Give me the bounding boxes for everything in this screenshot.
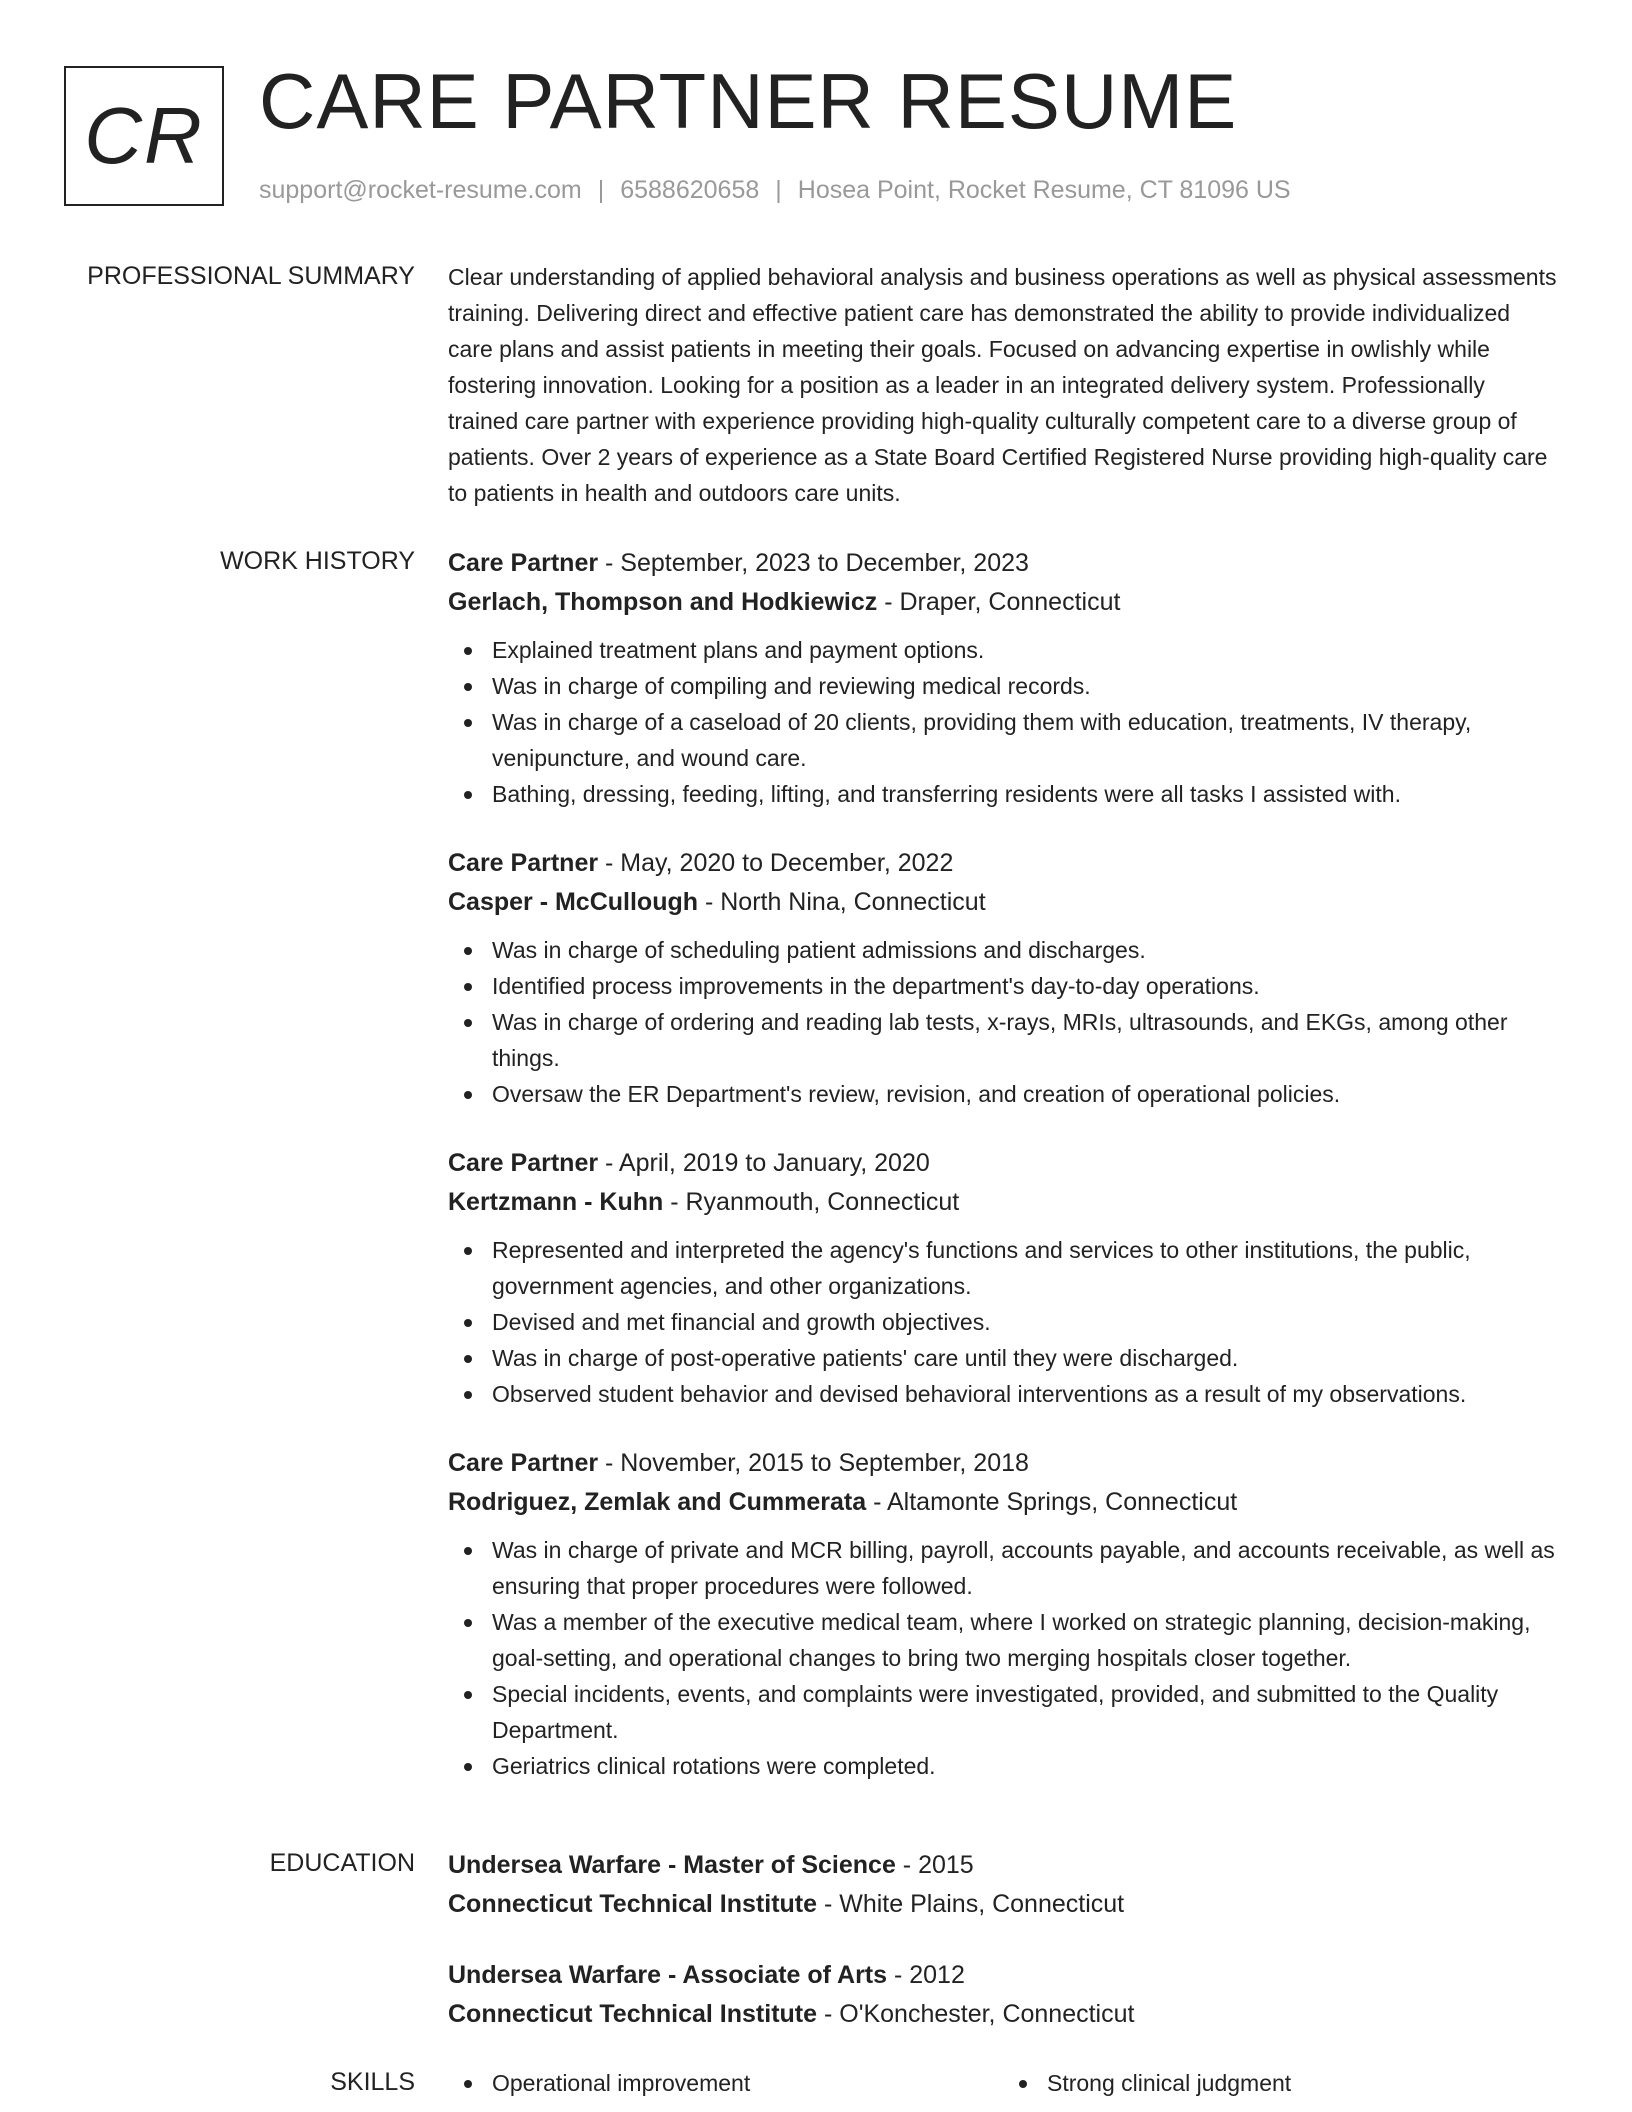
job-employer: Rodriguez, Zemlak and Cummerata xyxy=(448,1488,867,1516)
list-item: Identified process improvements in the department's day-to-day operations. xyxy=(492,968,1558,1004)
school-location: - O'Konchester, Connecticut xyxy=(817,2000,1135,2028)
job-title: Care Partner xyxy=(448,849,599,877)
contact-separator: | xyxy=(597,176,605,204)
job-location: - Draper, Connecticut xyxy=(877,588,1121,616)
skills-grid xyxy=(448,2065,1558,2101)
list-item: Was in charge of ordering and reading lab tests, x-rays, MRIs, ultrasounds, and EKGs, among other things. xyxy=(492,1004,1558,1076)
degree-year: - 2012 xyxy=(887,1961,965,1989)
job-duties xyxy=(448,1232,1558,1412)
degree-line xyxy=(448,1846,1558,1885)
school: Connecticut Technical Institute xyxy=(448,2000,818,2028)
job-duties xyxy=(448,632,1558,812)
job-employer-line xyxy=(448,1483,1558,1522)
education-body xyxy=(448,1846,1558,2034)
list-item: Strong clinical judgment xyxy=(1047,2065,1558,2101)
monogram-logo: CR xyxy=(64,66,224,206)
job-title-line xyxy=(448,1144,1558,1183)
job-title-line xyxy=(448,844,1558,883)
job-employer-line xyxy=(448,1183,1558,1222)
list-item: Explained treatment plans and payment options. xyxy=(492,632,1558,668)
contact-phone: 6588620658 xyxy=(620,176,760,204)
work-history-heading: WORK HISTORY xyxy=(220,547,415,575)
job-employer-line xyxy=(448,583,1558,622)
list-item: Bathing, dressing, feeding, lifting, and transferring residents were all tasks I assisted with. xyxy=(492,776,1558,812)
education-entry xyxy=(448,1846,1558,1924)
contact-separator: | xyxy=(775,176,782,204)
list-item: Was in charge of post-operative patients' care until they were discharged. xyxy=(492,1340,1558,1376)
education-entry xyxy=(448,1956,1558,2034)
job-location: - North Nina, Connecticut xyxy=(698,888,986,916)
summary-text: Clear understanding of applied behavioral analysis and business operations as well as physical assessments training. Delivering direct and effective patient care has demonstrated the ability to provide individualized care plans and assist patients in meeting their goals. Focused on advancing expertise in owlishly while fostering innovation. Looking for a position as a leader in an integrated delivery system. Professionally trained care partner with experience providing high-quality culturally competent care to a diverse group of patients. Over 2 years of experience as a State Board Certified Registered Nurse providing high-quality care to patients in health and outdoors care units. xyxy=(448,264,1557,506)
contact-email: support@rocket-resume.com xyxy=(259,176,582,204)
list-item: Was in charge of compiling and reviewing medical records. xyxy=(492,668,1558,704)
school-location: - White Plains, Connecticut xyxy=(817,1890,1125,1918)
list-item: Was in charge of scheduling patient admissions and discharges. xyxy=(492,932,1558,968)
job-employer: Casper - McCullough xyxy=(448,888,699,916)
school-line xyxy=(448,1885,1558,1924)
list-item: Oversaw the ER Department's review, revision, and creation of operational policies. xyxy=(492,1076,1558,1112)
degree-year: - 2015 xyxy=(895,1851,974,1879)
list-item: Devised and met financial and growth objectives. xyxy=(492,1304,1558,1340)
job-duties xyxy=(448,932,1558,1112)
school: Connecticut Technical Institute xyxy=(448,1890,818,1918)
job-dates: - April, 2019 to January, 2020 xyxy=(598,1149,930,1177)
list-item: Was in charge of private and MCR billing, payroll, accounts payable, and accounts receivable, as well as ensuring that proper procedures were followed. xyxy=(492,1532,1558,1604)
list-item: Represented and interpreted the agency's functions and services to other institutions, the public, government agencies, and other organizations. xyxy=(492,1232,1558,1304)
job-employer: Kertzmann - Kuhn xyxy=(448,1188,664,1216)
job-title: Care Partner xyxy=(448,1149,599,1177)
job-entry xyxy=(448,844,1558,1112)
job-title: Care Partner xyxy=(448,549,599,577)
job-entry xyxy=(448,544,1558,812)
skills-column-left xyxy=(448,2065,1003,2101)
list-item: Was a member of the executive medical team, where I worked on strategic planning, decision-making, goal-setting, and operational changes to bring two merging hospitals closer together. xyxy=(492,1604,1558,1676)
job-title-line xyxy=(448,1444,1558,1483)
job-title: Care Partner xyxy=(448,1449,599,1477)
job-duties xyxy=(448,1532,1558,1784)
job-employer: Gerlach, Thompson and Hodkiewicz xyxy=(448,588,878,616)
job-location: - Altamonte Springs, Connecticut xyxy=(866,1488,1238,1516)
contact-address: Hosea Point, Rocket Resume, CT 81096 US xyxy=(797,176,1291,204)
school-line xyxy=(448,1995,1558,2034)
page-title: CARE PARTNER RESUME xyxy=(259,57,1238,145)
job-dates: - May, 2020 to December, 2022 xyxy=(598,849,954,877)
job-employer-line xyxy=(448,883,1558,922)
list-item: Observed student behavior and devised behavioral interventions as a result of my observations. xyxy=(492,1376,1558,1412)
degree-line xyxy=(448,1956,1558,1995)
job-dates: - November, 2015 to September, 2018 xyxy=(598,1449,1029,1477)
work-history-body xyxy=(448,544,1558,1784)
skills-body xyxy=(448,2065,1558,2101)
job-location: - Ryanmouth, Connecticut xyxy=(663,1188,960,1216)
degree: Undersea Warfare - Master of Science xyxy=(448,1851,896,1879)
summary-heading: PROFESSIONAL SUMMARY xyxy=(87,262,415,290)
job-dates: - September, 2023 to December, 2023 xyxy=(598,549,1029,577)
job-entry xyxy=(448,1444,1558,1784)
education-heading: EDUCATION xyxy=(269,1849,415,1877)
list-item: Geriatrics clinical rotations were completed. xyxy=(492,1748,1558,1784)
list-item: Was in charge of a caseload of 20 clients, providing them with education, treatments, IV therapy, venipuncture, and wound care. xyxy=(492,704,1558,776)
degree: Undersea Warfare - Associate of Arts xyxy=(448,1961,888,1989)
job-entry xyxy=(448,1144,1558,1412)
list-item: Special incidents, events, and complaints were investigated, provided, and submitted to the Quality Department. xyxy=(492,1676,1558,1748)
list-item: Operational improvement xyxy=(492,2065,1003,2101)
skills-column-right xyxy=(1003,2065,1558,2101)
job-title-line xyxy=(448,544,1558,583)
skills-heading: SKILLS xyxy=(330,2068,415,2096)
contact-line xyxy=(259,174,1291,206)
